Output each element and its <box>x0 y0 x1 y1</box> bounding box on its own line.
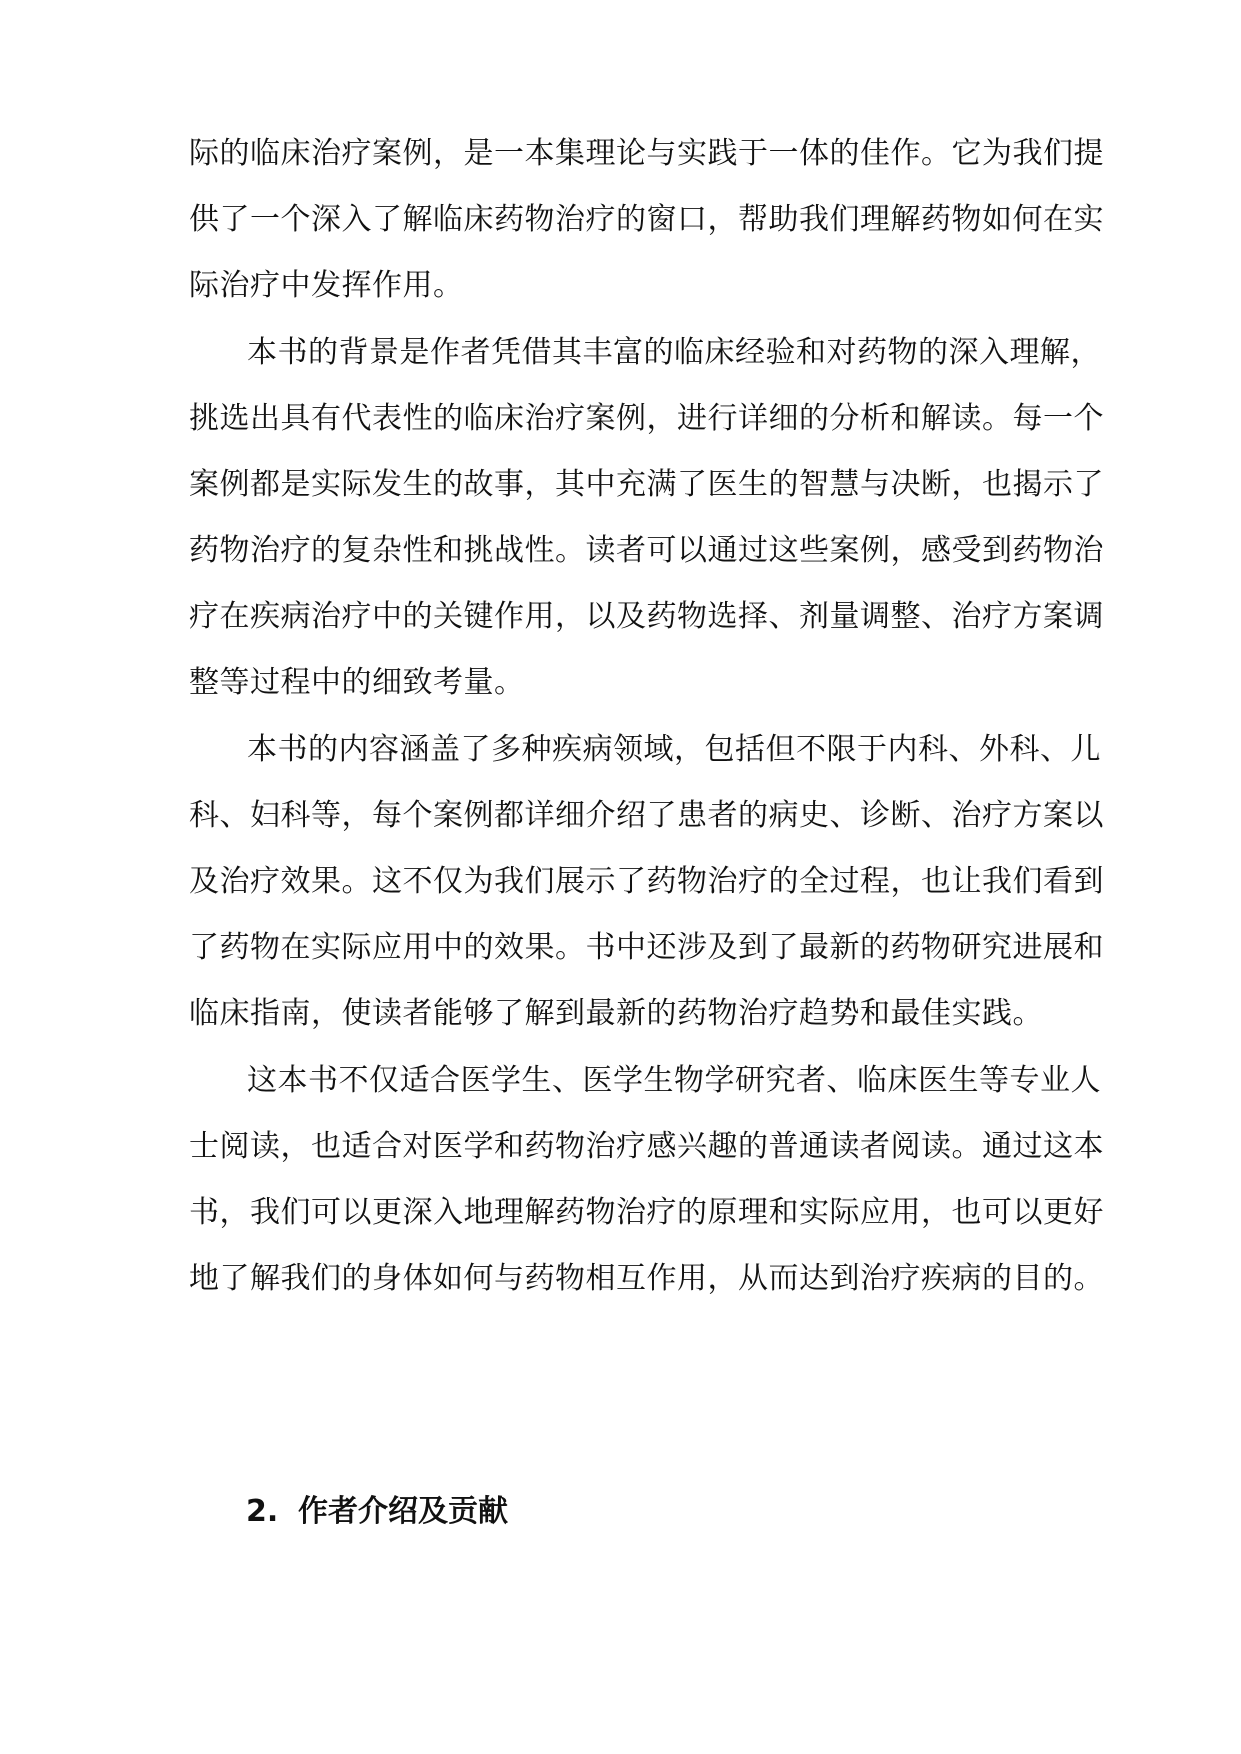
section-heading <box>246 1488 508 1536</box>
paragraph-2-line-4: 药物治疗的复杂性和挑战性。读者可以通过这些案例，感受到药物治 <box>189 533 1104 568</box>
paragraph-2-line-1: 本书的背景是作者凭借其丰富的临床经验和对药物的深入理解， <box>247 335 1101 370</box>
paragraph-4-line-1: 这本书不仅适合医学生、医学生物学研究者、临床医生等专业人 <box>247 1063 1101 1098</box>
section-heading-number: 2. <box>246 1494 279 1529</box>
paragraph-1-line-1: 际的临床治疗案例，是一本集理论与实践于一体的佳作。它为我们提 <box>189 136 1104 171</box>
paragraph-3-line-4: 了药物在实际应用中的效果。书中还涉及到了最新的药物研究进展和 <box>189 930 1104 965</box>
paragraph-3-line-5: 临床指南，使读者能够了解到最新的药物治疗趋势和最佳实践。 <box>189 996 1043 1031</box>
paragraph-3-line-2: 科、妇科等，每个案例都详细介绍了患者的病史、诊断、治疗方案以 <box>189 798 1104 833</box>
section-heading-title: 作者介绍及贡献 <box>298 1494 508 1529</box>
paragraph-2-line-6: 整等过程中的细致考量。 <box>189 665 525 700</box>
paragraph-3-line-3: 及治疗效果。这不仅为我们展示了药物治疗的全过程，也让我们看到 <box>189 864 1104 899</box>
paragraph-1-line-2: 供了一个深入了解临床药物治疗的窗口，帮助我们理解药物如何在实 <box>189 202 1104 237</box>
paragraph-2-line-5: 疗在疾病治疗中的关键作用，以及药物选择、剂量调整、治疗方案调 <box>189 599 1104 634</box>
paragraph-2-line-3: 案例都是实际发生的故事，其中充满了医生的智慧与决断，也揭示了 <box>189 467 1104 502</box>
paragraph-2-line-2: 挑选出具有代表性的临床治疗案例，进行详细的分析和解读。每一个 <box>189 401 1104 436</box>
paragraph-4-line-2: 士阅读，也适合对医学和药物治疗感兴趣的普通读者阅读。通过这本 <box>189 1129 1104 1164</box>
paragraph-1-line-3: 际治疗中发挥作用。 <box>189 268 464 303</box>
paragraph-3-line-1: 本书的内容涵盖了多种疾病领域，包括但不限于内科、外科、儿 <box>247 732 1101 767</box>
paragraph-4-line-3: 书，我们可以更深入地理解药物治疗的原理和实际应用，也可以更好 <box>189 1195 1104 1230</box>
paragraph-4-line-4: 地了解我们的身体如何与药物相互作用，从而达到治疗疾病的目的。 <box>189 1261 1104 1296</box>
